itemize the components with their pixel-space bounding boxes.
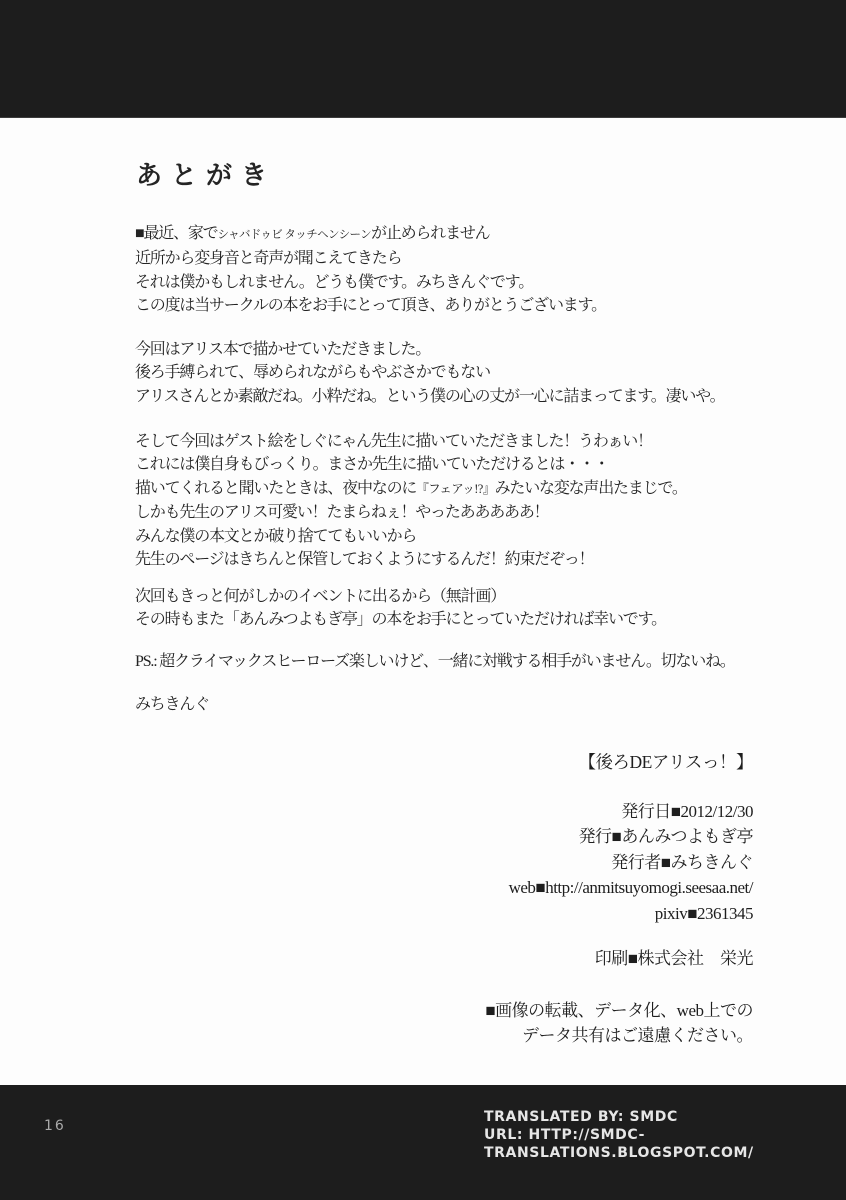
small-katakana-segment: シャバドゥビ タッチヘンシーン xyxy=(217,229,372,241)
reproduction-notice xyxy=(485,998,753,1049)
body-line: そして今回はゲスト絵をしぐにゃん先生に描いていただきました！うわぁい！ xyxy=(135,433,652,450)
body-line: しかも先生のアリス可愛い！たまらねぇ！やったあああああ！ xyxy=(135,504,549,522)
body-line: この度は当サークルの本をお手にとって頂き、ありがとうございます。 xyxy=(135,297,606,315)
body-text-segment: が止められません xyxy=(371,225,490,242)
body-text-segment: みたいな変な声出たまじで。 xyxy=(494,479,687,497)
colophon-web-url: web■http://anmitsuyomogi.seesaa.net/ xyxy=(508,878,753,897)
body-line: みんな僕の本文とか破り捨ててもいいから xyxy=(135,527,417,545)
afterword-paragraph-3 xyxy=(135,430,687,571)
postscript-line: PS.: 超クライマックスヒーローズ楽しいけど、一緒に対戦する相手がいません。切ないね。 xyxy=(135,653,735,670)
afterword-paragraph-1 xyxy=(135,222,606,318)
credit-line: URL: HTTP://SMDC- xyxy=(484,1126,646,1143)
translator-credit xyxy=(484,1109,754,1162)
afterword-paragraph-4 xyxy=(135,585,666,632)
body-line: 後ろ手縛られて、辱められながらもやぶさかでもない xyxy=(135,364,490,382)
notice-line: ■画像の転載、データ化、web上での xyxy=(485,1000,753,1020)
body-line: その時もまた「あんみつよもぎ亭」の本をお手にとっていただければ幸いです。 xyxy=(135,611,666,629)
top-black-band xyxy=(0,0,846,118)
body-line: 先生のページはきちんと保管しておくようにするんだ！約束だぞっ！ xyxy=(135,551,594,569)
page-title: あとがき xyxy=(136,161,277,190)
body-line xyxy=(135,222,606,247)
colophon-circle: 発行■あんみつよもぎ亭 xyxy=(578,827,753,846)
book-title: 【後ろDEアリスっ！】 xyxy=(578,752,753,772)
body-line: アリスさんとか素敵だね。小粋だね。という僕の心の丈が一心に詰まってます。凄いや。 xyxy=(135,387,725,405)
body-text-segment: 描いてくれると聞いたときは、夜中なのに xyxy=(135,479,417,497)
author-signature: みちきんぐ xyxy=(135,696,210,713)
bottom-black-band xyxy=(0,1085,846,1200)
body-line xyxy=(135,477,687,501)
afterword-paragraph-2 xyxy=(135,338,724,408)
body-line: これには僕自身もびっくり。まさか先生に描いていただけるとは・・・ xyxy=(135,456,609,474)
colophon-block xyxy=(485,750,753,1049)
body-line: 今回はアリス本で描かせていただきました。 xyxy=(135,341,431,358)
colophon-publisher: 発行者■みちきんぐ xyxy=(611,852,753,872)
body-text-segment: ■最近、家で xyxy=(135,225,218,242)
page-number: 16 xyxy=(44,1118,66,1134)
notice-line: データ共有はご遠慮ください。 xyxy=(522,1026,753,1045)
colophon-printer: 印刷■株式会社 栄光 xyxy=(594,949,753,968)
credit-line: TRANSLATIONS.BLOGSPOT.COM/ xyxy=(484,1144,754,1161)
body-line: 近所から変身音と奇声が聞こえてきたら xyxy=(135,250,402,268)
body-line: 次回もきっと何がしかのイベントに出るから（無計画） xyxy=(135,588,506,605)
colophon-pixiv-id: pixiv■2361345 xyxy=(654,903,753,923)
colophon-publish-date: 発行日■2012/12/30 xyxy=(621,801,753,821)
small-quote-segment: 『フェアッ!?』 xyxy=(416,481,495,496)
body-line: それは僕かもしれません。どうも僕です。みちきんぐです。 xyxy=(135,273,534,291)
credit-line: TRANSLATED BY: SMDC xyxy=(484,1109,678,1125)
